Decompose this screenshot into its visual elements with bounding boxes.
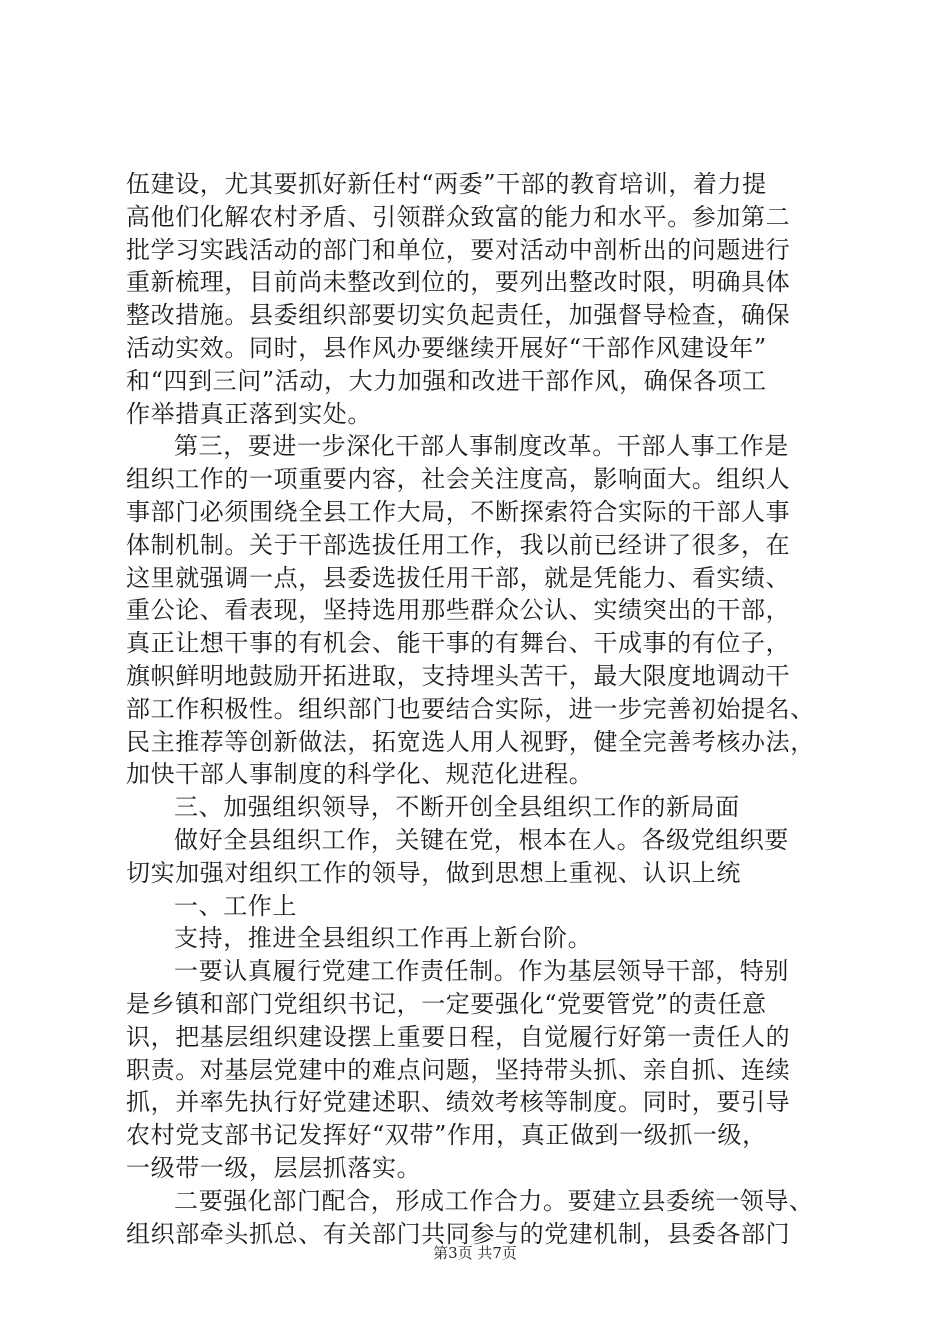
text-line: 抓，并率先执行好党建述职、绩效考核等制度。同时，要引导 xyxy=(126,1088,791,1117)
text-line: 事部门必须围绕全县工作大局，不断探索符合实际的干部人事 xyxy=(126,497,791,526)
text-line: 这里就强调一点，县委选拔任用干部，就是凭能力、看实绩、 xyxy=(126,563,791,592)
text-line: 切实加强对组织工作的领导，做到思想上重视、认识上统 xyxy=(126,858,741,887)
text-line: 活动实效。同时，县作风办要继续开展好“干部作风建设年” xyxy=(126,333,767,362)
text-line: 部工作积极性。组织部门也要结合实际，进一步完善初始提名、 xyxy=(126,694,815,723)
text-line: 做好全县组织工作，关键在党，根本在人。各级党组织要 xyxy=(174,825,789,854)
text-line: 一、工作上 xyxy=(174,891,297,920)
text-line: 职责。对基层党建中的难点问题，坚持带头抓、亲自抓、连续 xyxy=(126,1055,791,1084)
text-line: 真正让想干事的有机会、能干事的有舞台、干成事的有位子， xyxy=(126,629,791,658)
text-line: 一要认真履行党建工作责任制。作为基层领导干部，特别 xyxy=(174,957,789,986)
text-line: 体制机制。关于干部选拔任用工作，我以前已经讲了很多，在 xyxy=(126,530,791,559)
text-line: 重公论、看表现，坚持选用那些群众公认、实绩突出的干部， xyxy=(126,596,791,625)
text-line: 二要强化部门配合，形成工作合力。要建立县委统一领导、 xyxy=(174,1186,814,1215)
text-line: 和“四到三问”活动，大力加强和改进干部作风，确保各项工 xyxy=(126,366,767,395)
text-line: 重新梳理，目前尚未整改到位的，要列出整改时限，明确具体 xyxy=(126,268,791,297)
page-footer: 第3页 共7页 xyxy=(433,1244,517,1262)
document-body xyxy=(126,168,846,1250)
text-line: 组织工作的一项重要内容，社会关注度高，影响面大。组织人 xyxy=(126,465,791,494)
text-line: 三、加强组织领导，不断开创全县组织工作的新局面 xyxy=(174,793,740,822)
text-line: 识，把基层组织建设摆上重要日程，自觉履行好第一责任人的 xyxy=(126,1022,791,1051)
text-line: 高他们化解农村矛盾、引领群众致富的能力和水平。参加第二 xyxy=(126,202,791,231)
text-line: 农村党支部书记发挥好“双带”作用，真正做到一级抓一级， xyxy=(126,1121,767,1150)
text-line: 伍建设，尤其要抓好新任村“两委”干部的教育培训，着力提 xyxy=(126,170,767,198)
text-line: 作举措真正落到实处。 xyxy=(126,399,372,428)
text-line: 是乡镇和部门党组织书记，一定要强化“党要管党”的责任意 xyxy=(126,989,767,1018)
text-line: 支持，推进全县组织工作再上新台阶。 xyxy=(174,924,593,953)
text-line: 民主推荐等创新做法，拓宽选人用人视野，健全完善考核办法， xyxy=(126,727,815,756)
text-line: 第三，要进一步深化干部人事制度改革。干部人事工作是 xyxy=(174,432,789,461)
text-line: 批学习实践活动的部门和单位，要对活动中剖析出的问题进行 xyxy=(126,235,791,264)
text-line: 整改措施。县委组织部要切实负起责任，加强督导检查，确保 xyxy=(126,301,791,330)
text-line: 组织部牵头抓总、有关部门共同参与的党建机制，县委各部门 xyxy=(126,1219,791,1248)
text-line: 旗帜鲜明地鼓励开拓进取，支持埋头苦干，最大限度地调动干 xyxy=(126,661,791,690)
text-line: 一级带一级，层层抓落实。 xyxy=(126,1153,422,1182)
text-line: 加快干部人事制度的科学化、规范化进程。 xyxy=(126,760,594,789)
